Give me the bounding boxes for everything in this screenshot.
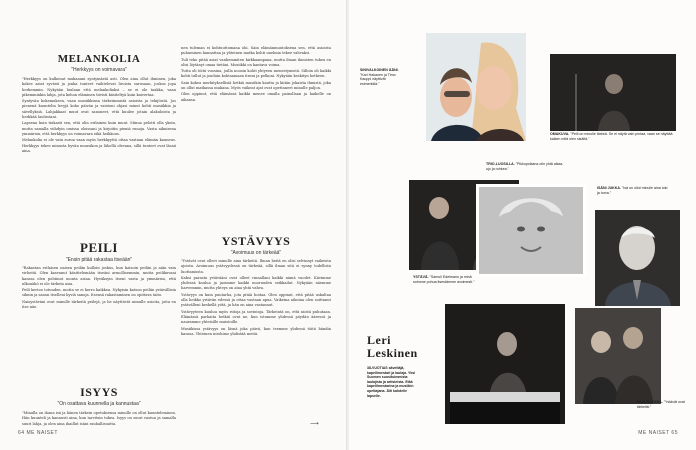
father-portrait-illustration [595,210,680,306]
caption-lead: SINIVALKOINEN ÄÄNI. [360,68,399,72]
selfie-photo [426,33,526,141]
section-heading-melankolia: MELANKOLIA [57,53,141,65]
omakuva-photo [550,54,676,131]
photo-caption [486,162,564,171]
caption-lead: VAIN ELÄMÄÄ. [637,400,663,404]
body-column-1b [22,266,176,374]
child-portrait-photo [476,184,586,277]
caption-lead: ISÄNI JUKKA. [597,186,621,190]
caption-lead: TRIO-LUOSILLA. [486,162,515,166]
paragraph: Naisystäväni ovat minulle tärkeitä peilejä, ja he näyttävät minulle asioita, joita en itse näe. [22,299,176,310]
photo-caption [550,132,676,141]
left-page [0,0,347,450]
page-folio-left: 64 ME NAISET [18,430,58,436]
section-subtitle-isyys: "On osattava kuunnella ja kannustaa" [57,401,141,407]
section-subtitle-ystavyys: "Avoimuus on tärkeää" [230,250,282,256]
section-heading-peili: PEILI [80,240,118,255]
paragraph: nen tuleman ei kohtuuttomana ohi. Sain elämänmuutoksena sen, että asioista puhuminen kannattaa ja yhteinen matka kohti unelmia tekee vahvaksi. [181,46,331,56]
paragraph: Melankolia ei ole vain surua vaan myös herkkyyttä ottaa vastaan elämän kauneus. Herkkyys tekee minusta hyvän muusikon ja lähellä olevana, sillä tunteet ovat läsnä aina. [22,138,176,153]
piano-photo [445,304,565,424]
selfie-illustration [426,33,526,141]
paragraph: Musiikissa ystävyys on läsnä joka päivä, kun teemme yhdessä töitä bändin kanssa. Yhteinen intohimo yhdistää meitä. [181,326,331,336]
photo-caption [360,68,406,86]
person-name-heading: Leri Leskinen [367,333,418,360]
section-subtitle-peili: "Ensin pitää rakastaa itseään" [65,257,133,263]
father-portrait-photo [595,210,680,306]
caption-lead: OMAKUVA. [550,132,570,136]
paragraph: Tutta oli töitä vuosina, joilla nousin kohti yhtyeen menestymistä. Silloin oli kaikki kohti tullut ja jouduin kohtaamaan itseni ja pelkoni. Nykyään keskityn hetkeen. [181,69,331,79]
caption-text: "Ystävät ovat tärkeitä." [637,400,685,409]
caption-text: "Isä on ollut minulle aina tuki ja turva." [597,186,668,195]
piano-illustration [445,304,565,424]
paragraph: Sain kokea merkityksellisiä hetkiä musiikin kautta ja kiitän jokaista ihmistä, joka on ollut matkassa mukana. Myös vaikeat ajat ovat opettaneet minulle paljon. [181,80,331,91]
group-illustration [575,308,661,404]
paragraph: "Ystävät ovat olleet minulle aina tärkeitä. Ilman heitä en olisi selvinnyt vaikeista ajoista. Avoimuus ystävyydessä on tärkeää, sillä ilman sitä ei synny todellista luottamusta. [181,259,331,274]
body-column-2a [181,46,331,229]
paragraph: Olen oppinut, että elämässä kaikki menee omalla painollaan ja kaikelle on aikansa. [181,92,331,102]
paragraph: Lapsena koin tiukasti sen, että olin erilainen kuin muut. Minua pelotti olla yksin, mutta samalla viihdyin omissa oloissani ja kirjoitin pieniä runoja. Vasta aikuisena ymmärsin, että herkkyys on voimavara eikä heikkous. [22,121,176,136]
person-intro: 38-VUOTIAS säveltäjä, kapellimestari ja laulaja. Yksi Suomen suosituimmista laulajista ja artisteista. Elää kapellimestarina ja musiikin opettajana. Äiti kahdelle lapselle. [367,366,416,398]
paragraph: "Rakastan erilaisen naisen peiliin kulloin joskus, kun katsoin peiliin ja näin vain virheitä. Olen kasvanut käsittelemään itseäni armollisemmin, mutta peilikuvani kanssa olen pohtinut monta asiaa. Hyväksyin itseni vasta ja ymmärsin, että ulkonäkö ei ole tärkein asia. [22,266,176,286]
paragraph: "Minulla on ihana isä ja hänen tärkein opetuksensa minulle on ollut kuunteleminen. Hän kuunteli ja kannusti aina, kun tarvitsin tukea. Isyys on suuri vastuu ja samalla suuri lahja, ja olen aina ihaillut isäni rauhallisuutta. [22,411,176,426]
body-column-1a [22,77,176,232]
section-heading-ystavyys: YSTÄVYYS [221,234,291,248]
caption-lead: YSTÄVÄ. [413,275,429,279]
paragraph: Ystävyyteen kuuluu myös riitoja ja sovintoja. Tärkeintä on, että niistä puhutaan. Elämässä parhaita hetkiä ovat ne, kun istumme yhdessä pöydän ääressä ja nauramme yhteisille muistoille. [181,309,331,325]
caption-text: "Samuli Edelmann ja minä soimme puhua itsestämme avoimesti." [413,275,475,284]
caption-text: "Pikkupoikana olin yhtä aikaa ujo ja rohkea." [486,162,563,171]
section-heading-isyys: ISYYS [80,385,118,399]
paragraph: Tuli teko pitää asiat vanhemmiten kirkkaampana, mutta ilman ihmisten tukea en olisi löytänyt omaa tietäni. Musiikki on kantava voima. [181,57,331,67]
caption-text: "Kari Hakanen ja Timo Kauppi näyttivät esimerkkiä." [360,72,396,86]
paragraph: "Herkkyys on kulkenut mukanani syntymästä asti. Olen aina ollut ihminen, joka kokee asiat syvästi ja jonka tunteet vaihtelevat liroista surusaan, joskus jopa herkemmin. Nykyään luulaan että melankoliaksi – se ei ole taakka, vaan pikemminkin lahja, jota kehon eläminen tiivisti käsiteltyä kuin kaivertaa. [22,77,176,97]
paragraph: Peili kertoo totuuden, mutta se ei kerro kaikkea. Nykyisin katson peiliin ystävällisin silmin ja sanon itselleni hyviä sanoja. Itsensä rakastaminen on opittava taito. [22,288,176,298]
section-subtitle-melankolia: "Herkkyys on voimavara" [71,67,127,73]
group-photo [575,308,661,404]
paragraph: Syntyvän kokemuksen, vaan musiikkinsa tärkeimmistä asioista ja tekijöistä. Jos pienenä kuuntelin levyjä koko päivän ja vaistoni ohjasi minut kohti musiikkia ja sävellyksiä. Lahjakkaat muut ovat sanoneet, että kuulee jotain alakuloista ja herkkää laulustani. [22,99,176,120]
caption-text: "Peili on minulle tärkeä. Se ei näytä vain pintaa, vaan se näyttää kaiken mitä olen sisältä." [550,132,673,141]
photo-caption [637,400,685,409]
continue-arrow-icon: ⟶ [310,420,319,427]
omakuva-illustration [550,54,676,131]
paragraph: Ystävyys on kuin puutarha, jota pitää hoitaa. Olen oppinut, että pitää uskaltaa olla heikko ystävän edessä ja ottaa vastaan apua. Vaikeina aikoina olen soittanut ystävälleni keskellä yötä, ja hän on aina vastannut. [181,292,331,308]
photo-caption [597,186,669,195]
paragraph: Kaksi parasta ystävääni ovat olleet rinnallani kaikki nämä vuodet. Kävimme yhdessä koulua ja jaoimme kaikki nuoruuden seikkailut. Nykyään näemme harvemmin, mutta yhteys on aina yhtä vahva. [181,275,331,291]
child-portrait-illustration [479,187,583,274]
body-column-1c [22,411,176,427]
body-column-2b [181,259,331,429]
right-page [349,0,696,450]
page-folio-right: ME NAISET 65 [638,430,678,436]
photo-caption [413,275,478,284]
